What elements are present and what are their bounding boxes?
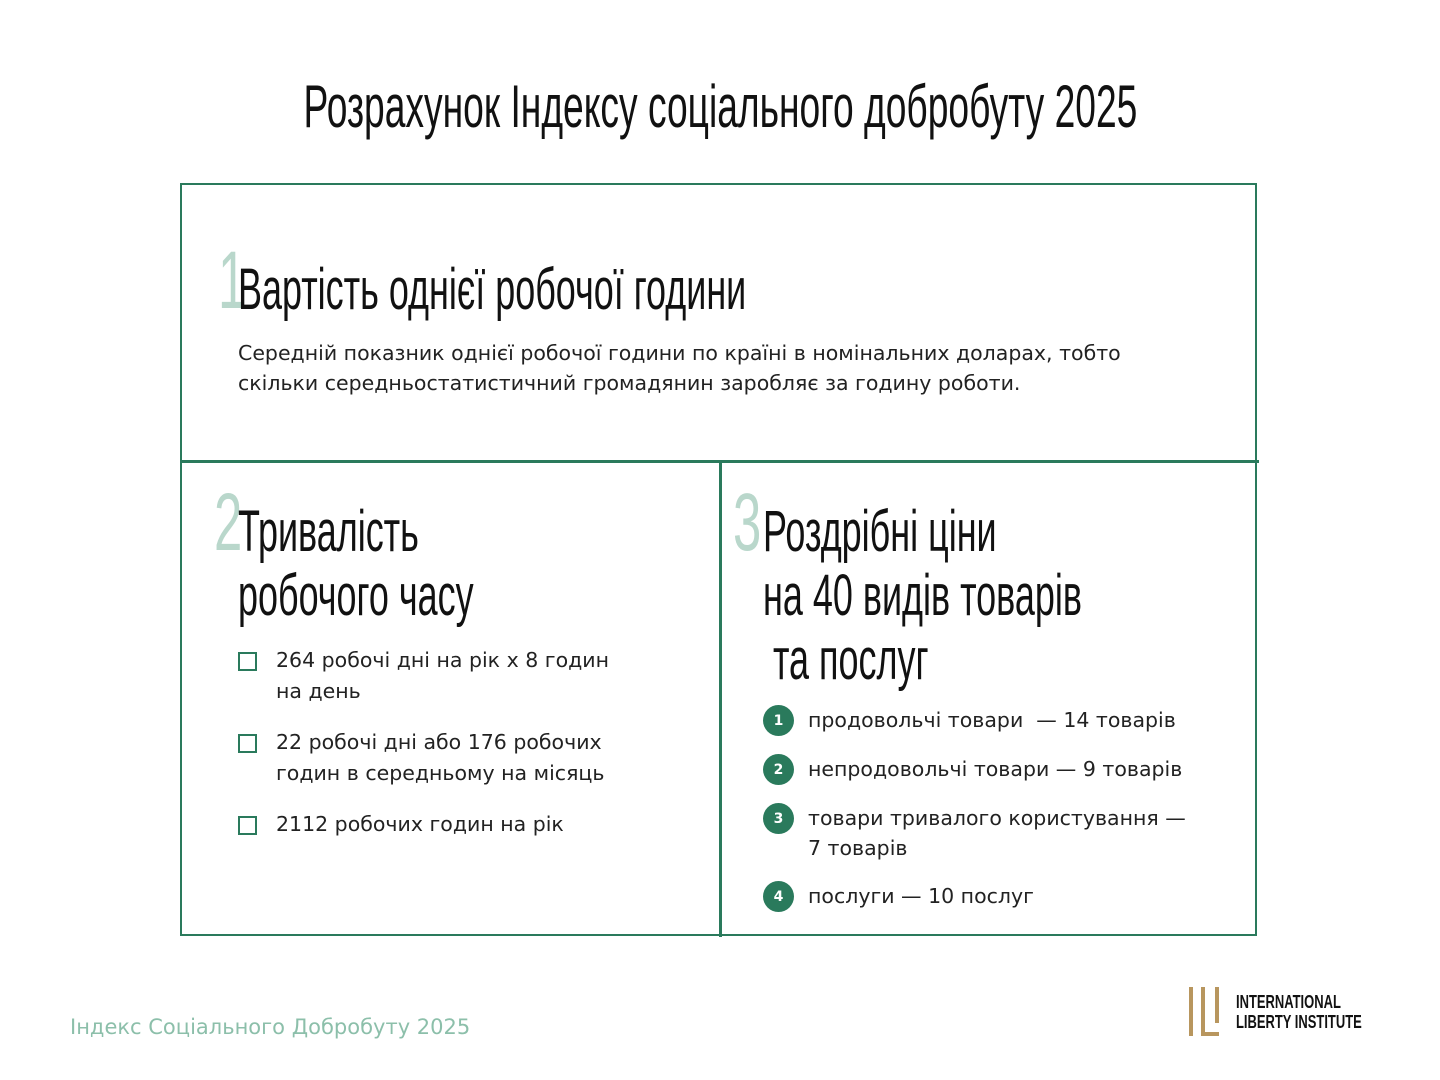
list-item bbox=[763, 881, 1243, 912]
section-1-description bbox=[238, 338, 1238, 398]
section-1-number: 1 bbox=[218, 235, 247, 326]
list-item bbox=[238, 645, 678, 707]
item-line: товари тривалого користування — bbox=[808, 806, 1186, 830]
list-item bbox=[763, 705, 1243, 736]
section-1-heading: Вартість однієї робочої години bbox=[238, 257, 747, 322]
logo-line: INTERNATIONAL bbox=[1236, 992, 1341, 1012]
number-badge-icon: 1 bbox=[763, 705, 794, 736]
logo-line: LIBERTY INSTITUTE bbox=[1236, 1012, 1362, 1032]
divider-vertical bbox=[719, 461, 722, 937]
item-line: 2112 робочих годин на рік bbox=[276, 812, 564, 836]
section-3-heading bbox=[763, 500, 1082, 692]
page-title-text: Розрахунок Індексу соціального добробуту 2025 bbox=[303, 73, 1137, 140]
heading-line: на 40 видів товарів bbox=[763, 563, 1082, 628]
heading-line: Тривалість bbox=[238, 499, 419, 564]
section-3-number: 3 bbox=[733, 477, 762, 568]
ili-logo bbox=[1188, 987, 1368, 1039]
heading-line: робочого часу bbox=[238, 563, 474, 628]
footer-caption: Індекс Соціального Добробуту 2025 bbox=[70, 1015, 471, 1039]
item-line: послуги — 10 послуг bbox=[808, 884, 1034, 908]
item-line: 264 робочі дні на рік х 8 годин bbox=[276, 648, 610, 672]
list-item bbox=[238, 727, 678, 789]
page-title bbox=[0, 72, 1440, 141]
item-line: 7 товарів bbox=[808, 836, 908, 860]
retail-prices-list bbox=[763, 705, 1243, 930]
list-item bbox=[763, 803, 1243, 863]
logo-text bbox=[1236, 992, 1362, 1032]
section-2-heading bbox=[238, 500, 474, 628]
item-line: на день bbox=[276, 679, 361, 703]
list-item bbox=[763, 754, 1243, 785]
square-bullet-icon bbox=[238, 652, 257, 671]
logo-bar-icon bbox=[1201, 1032, 1219, 1036]
working-time-list bbox=[238, 645, 678, 860]
item-line: продовольчі товари — 14 товарів bbox=[808, 708, 1176, 732]
description-line: Середній показник однієї робочої години по країні в номінальних доларах, тобто bbox=[238, 341, 1121, 365]
description-line: скільки середньостатистичний громадянин заробляє за годину роботи. bbox=[238, 371, 1021, 395]
number-badge-icon: 2 bbox=[763, 754, 794, 785]
heading-line: Роздрібні ціни bbox=[763, 499, 997, 564]
square-bullet-icon bbox=[238, 734, 257, 753]
logo-bar-icon bbox=[1201, 987, 1205, 1036]
number-badge-icon: 3 bbox=[763, 803, 794, 834]
number-badge-icon: 4 bbox=[763, 881, 794, 912]
item-line: 22 робочі дні або 176 робочих bbox=[276, 730, 602, 754]
heading-line: та послуг bbox=[763, 627, 929, 692]
logo-bar-icon bbox=[1215, 987, 1219, 1023]
section-2-number: 2 bbox=[214, 477, 243, 568]
item-line: годин в середньому на місяць bbox=[276, 761, 605, 785]
logo-bar-icon bbox=[1189, 987, 1193, 1036]
item-line: непродовольчі товари — 9 товарів bbox=[808, 757, 1183, 781]
list-item bbox=[238, 809, 678, 840]
square-bullet-icon bbox=[238, 816, 257, 835]
